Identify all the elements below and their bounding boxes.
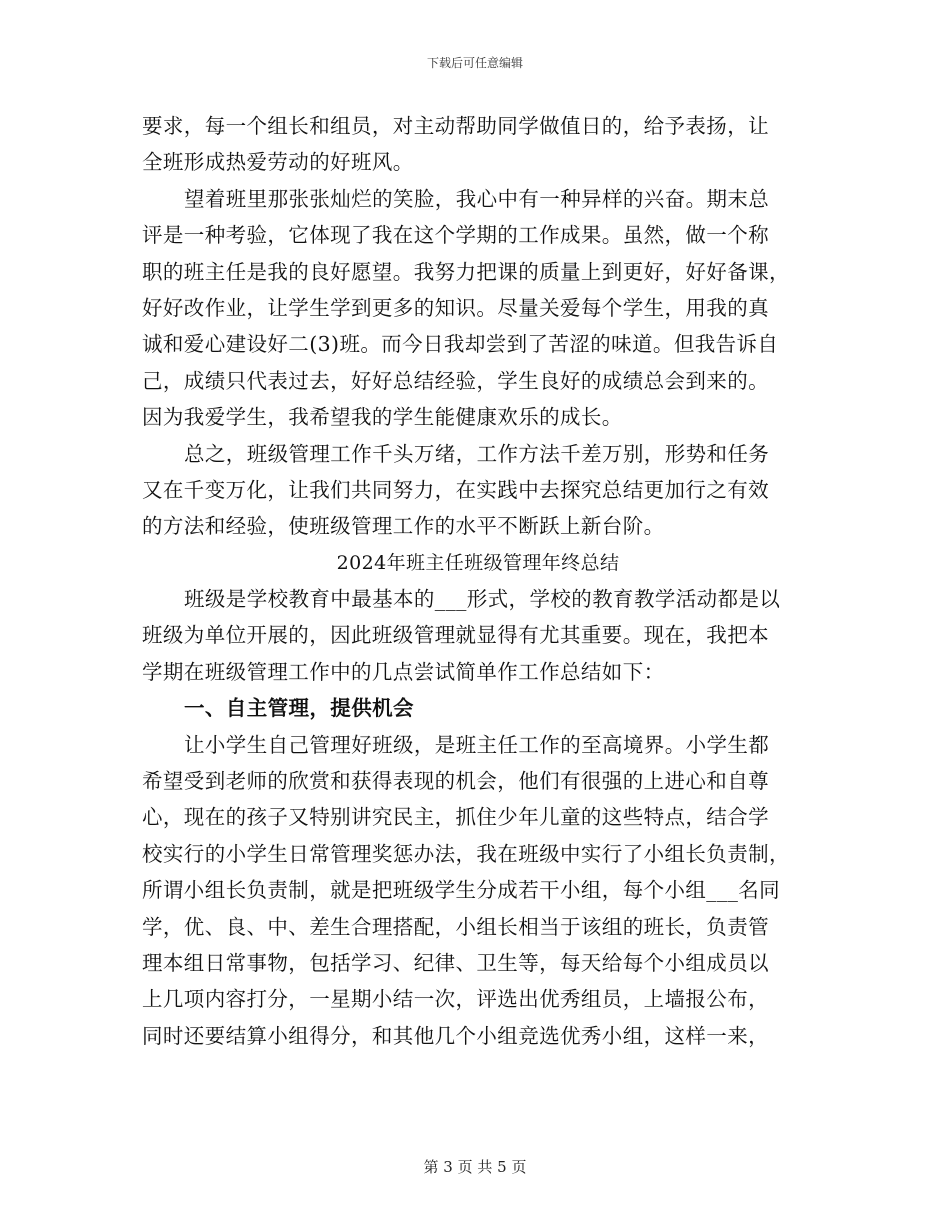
page-footer: 第 3 页 共 5 页	[423, 1158, 527, 1176]
text-line: 诚和爱心建设好二(3)班。而今日我却尝到了苦涩的味道。但我告诉自	[142, 332, 779, 357]
text-line: 班级为单位开展的，因此班级管理就显得有尤其重要。现在，我把本	[142, 623, 769, 648]
document-body	[142, 108, 814, 1054]
text-line: 总之，班级管理工作千头万绪，工作方法千差万别，形势和任务	[184, 441, 770, 466]
subheading: 一、自主管理，提供机会	[184, 696, 414, 721]
text-line: 评是一种考验，它体现了我在这个学期的工作成果。虽然，做一个称	[142, 223, 769, 248]
text-line: 学期在班级管理工作中的几点尝试简单作工作总结如下：	[142, 659, 665, 684]
text-line: 职的班主任是我的良好愿望。我努力把课的质量上到更好，好好备课，	[142, 259, 790, 284]
text-line: 的方法和经验，使班级管理工作的水平不断跃上新台阶。	[142, 514, 665, 539]
text-line: 因为我爱学生，我希望我的学生能健康欢乐的成长。	[142, 405, 623, 430]
text-line: 学，优、良、中、差生合理搭配，小组长相当于该组的班长，负责管	[142, 914, 769, 939]
text-line: 校实行的小学生日常管理奖惩办法，我在班级中实行了小组长负责制，	[142, 841, 790, 866]
text-line: 好好改作业，让学生学到更多的知识。尽量关爱每个学生，用我的真	[142, 295, 769, 320]
text-line: 所谓小组长负责制，就是把班级学生分成若干小组，每个小组___名同	[142, 878, 781, 903]
text-line: 望着班里那张张灿烂的笑脸，我心中有一种异样的兴奋。期末总	[184, 186, 770, 211]
text-line: 又在千变万化，让我们共同努力，在实践中去探究总结更加行之有效	[142, 477, 769, 502]
text-line: 全班形成热爱劳动的好班风。	[142, 150, 414, 175]
text-line: 上几项内容打分，一星期小结一次，评选出优秀组员，上墙报公布，	[142, 987, 769, 1012]
text-line: 同时还要结算小组得分，和其他几个小组竞选优秀小组，这样一来，	[142, 1023, 769, 1048]
text-line: 班级是学校教育中最基本的___形式，学校的教育教学活动都是以	[184, 587, 781, 612]
text-line: 己，成绩只代表过去，好好总结经验，学生良好的成绩总会到来的。	[142, 368, 769, 393]
text-line: 希望受到老师的欣赏和获得表现的机会，他们有很强的上进心和自尊	[142, 769, 769, 794]
text-line: 让小学生自己管理好班级，是班主任工作的至高境界。小学生都	[184, 732, 770, 757]
section-title: 2024年班主任班级管理年终总结	[336, 551, 620, 574]
page-header: 下载后可任意编辑	[426, 56, 523, 70]
text-line: 理本组日常事物，包括学习、纪律、卫生等，每天给每个小组成员以	[142, 950, 769, 975]
text-line: 心，现在的孩子又特别讲究民主，抓住少年儿童的这些特点，结合学	[142, 805, 769, 830]
text-line: 要求，每一个组长和组员，对主动帮助同学做值日的，给予表扬，让	[142, 114, 769, 138]
